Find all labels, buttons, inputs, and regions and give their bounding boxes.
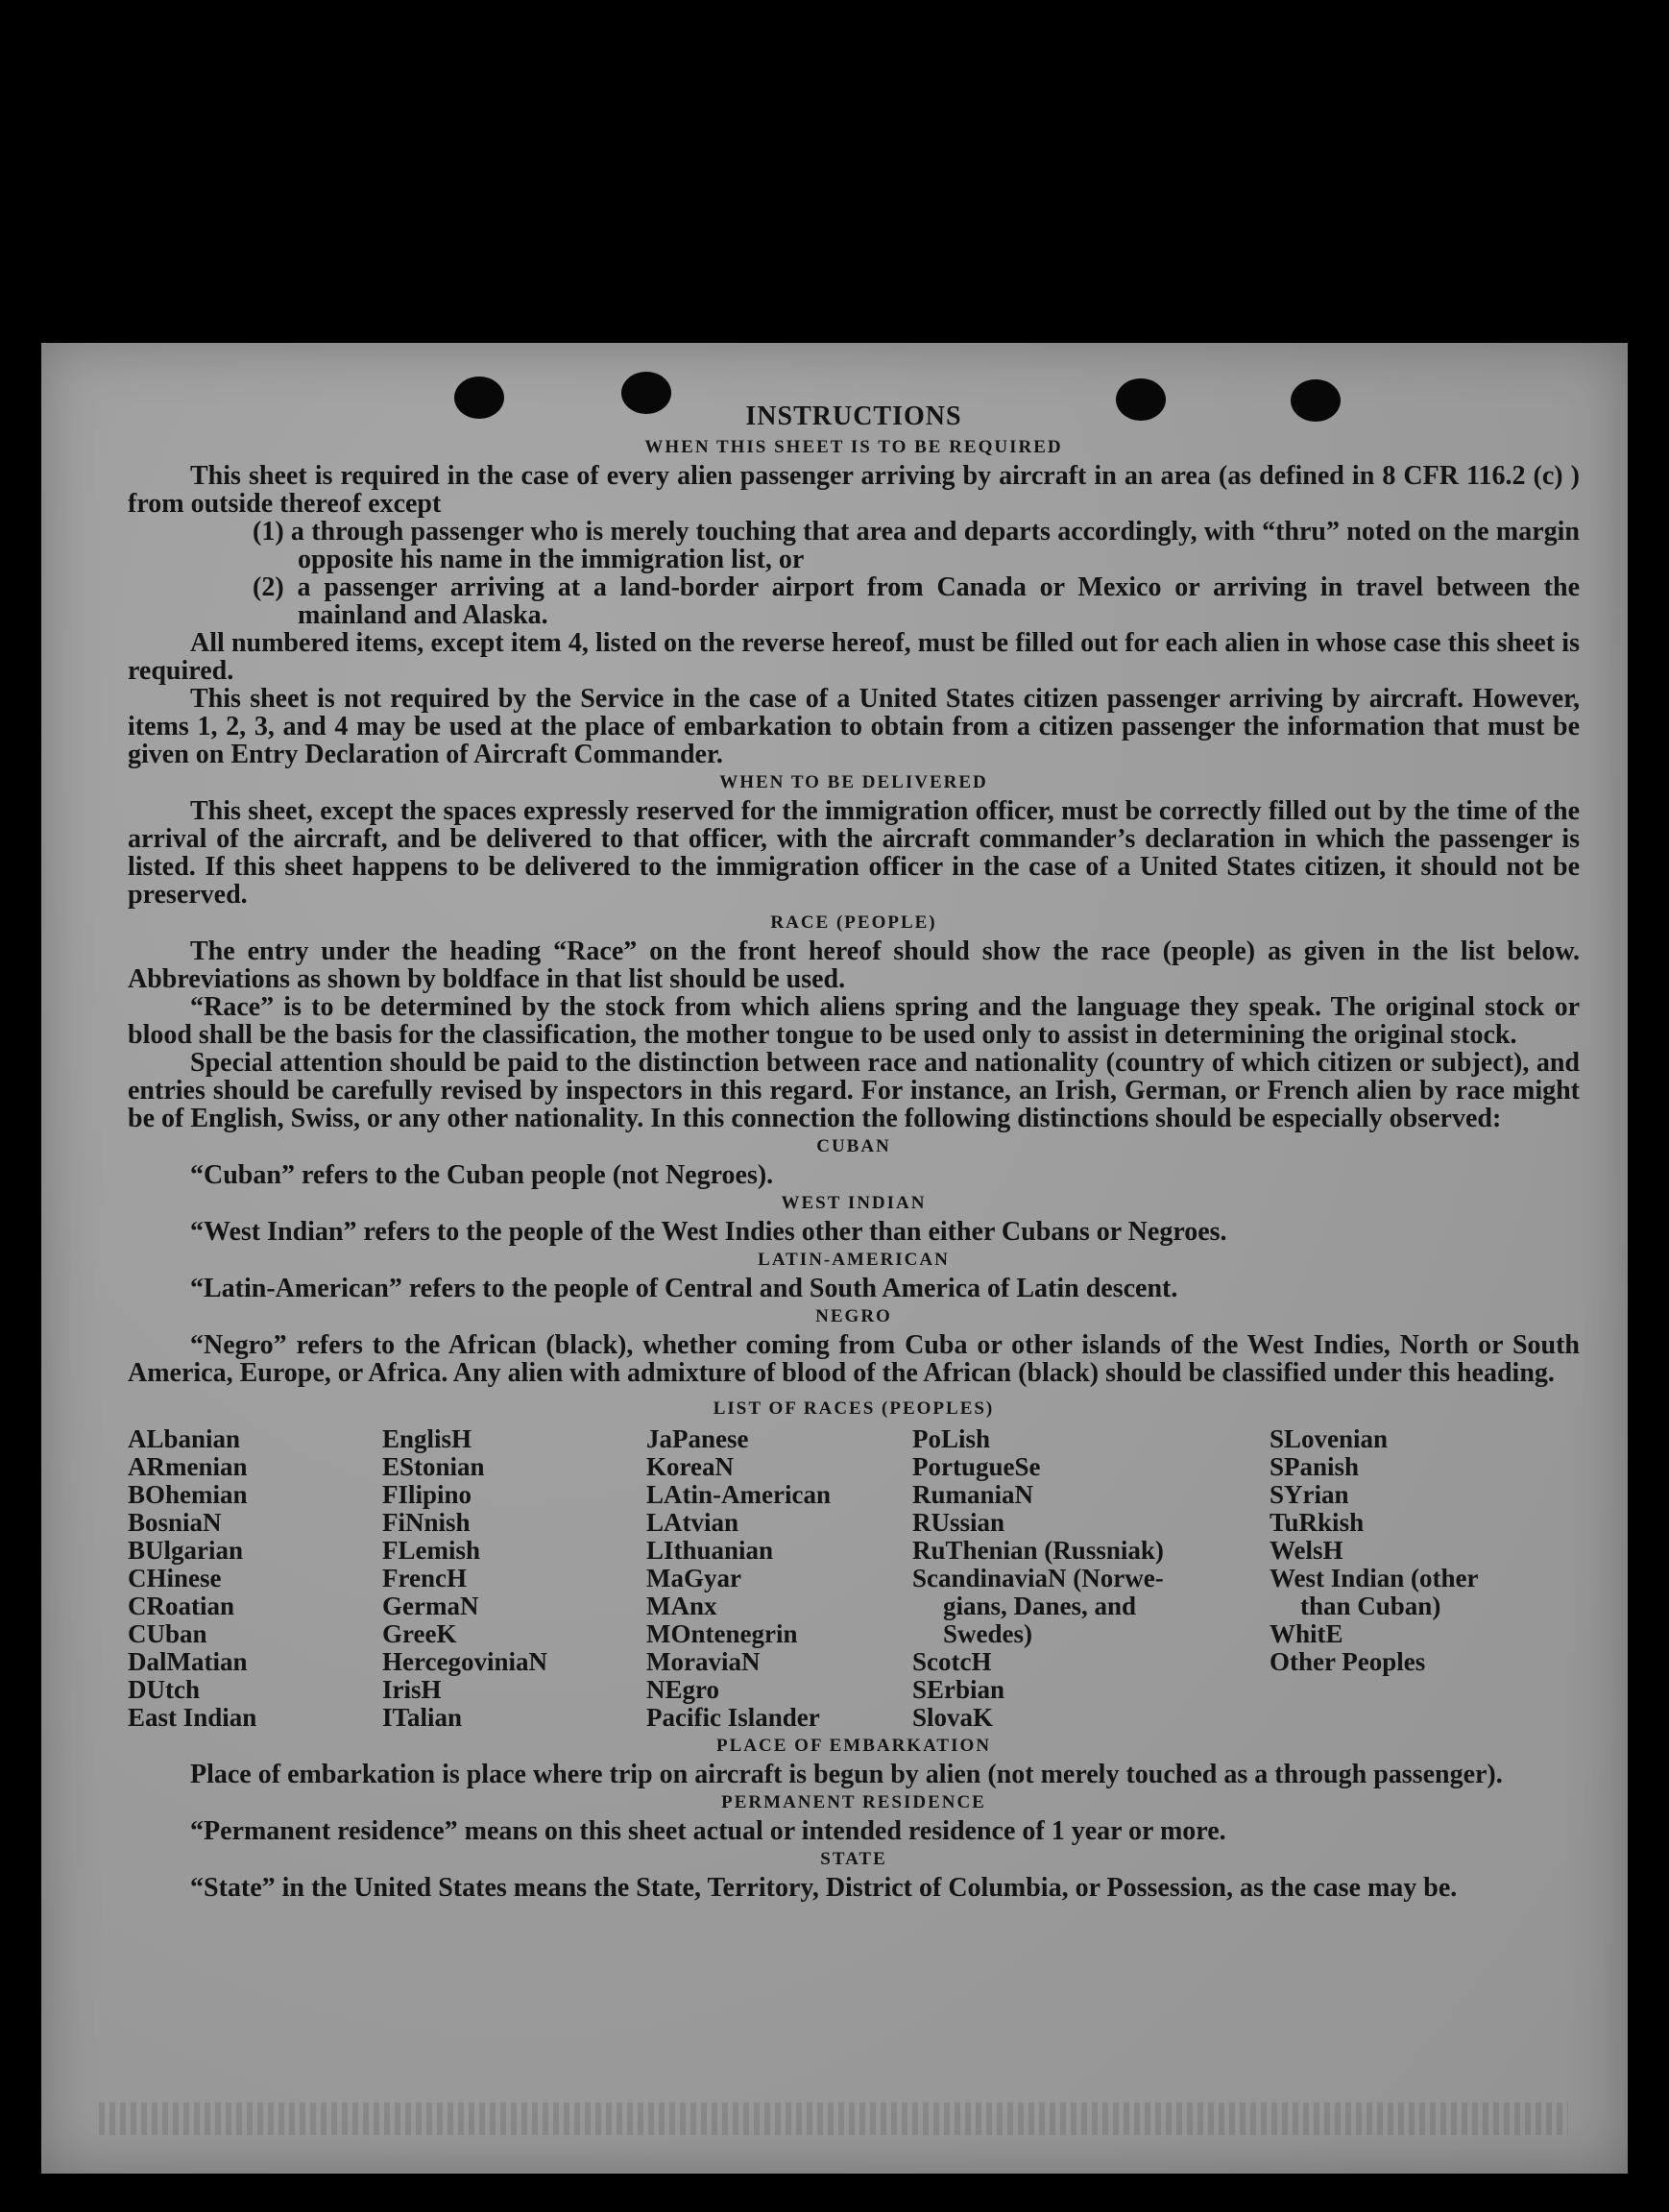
race-item: BOhemian xyxy=(128,1480,248,1509)
race-item: GreeK xyxy=(382,1619,457,1648)
list-item: (2) a passenger arriving at a land-border airport from Canada or Mexico or arriving in travel between the mainland and Alaska. xyxy=(253,572,1580,630)
race-item: NEgro xyxy=(646,1675,720,1704)
race-item: Pacific Islander xyxy=(646,1703,820,1732)
race-item: than Cuban) xyxy=(1300,1592,1441,1620)
race-column xyxy=(1270,1425,1580,1732)
section-heading: STATE xyxy=(820,1849,887,1869)
paragraph: Special attention should be paid to the distinction between race and nationality (country of which citizen or subject), and entries should be carefully revised by inspectors in this regard. For instance, an Irish, German, or French alien by race might be of English, Swiss, or any other nationality. In this connection the following distinctions should be especially observed: xyxy=(128,1048,1580,1133)
paragraph: This sheet is required in the case of every alien passenger arriving by aircraft in an area (as defined in 8 CFR 116.2 (c) ) from outside thereof except xyxy=(128,461,1580,519)
section-heading: CUBAN xyxy=(816,1136,891,1156)
race-item: WelsH xyxy=(1270,1536,1343,1565)
paragraph: “Latin-American” refers to the people of Central and South America of Latin descent. xyxy=(190,1274,1178,1303)
section-heading: LIST OF RACES (PEOPLES) xyxy=(713,1398,995,1419)
race-item: ARmenian xyxy=(128,1452,248,1481)
race-item: gians, Danes, and xyxy=(943,1592,1137,1620)
paragraph: Place of embarkation is place where trip on aircraft is begun by alien (not merely touched as a through passenger). xyxy=(190,1760,1503,1789)
race-item: CHinese xyxy=(128,1564,222,1592)
race-item: EnglisH xyxy=(382,1424,472,1453)
race-item: BosniaN xyxy=(128,1508,222,1537)
race-item: LAtvian xyxy=(646,1508,739,1537)
race-column xyxy=(646,1425,912,1732)
paragraph: All numbered items, except item 4, listed on the reverse hereof, must be filled out for each alien in whose case this sheet is required. xyxy=(128,628,1580,686)
race-item: KoreaN xyxy=(646,1452,734,1481)
race-item: PoLish xyxy=(912,1424,991,1453)
race-item: MaGyar xyxy=(646,1564,741,1592)
race-item: CUban xyxy=(128,1619,207,1648)
instructions-body xyxy=(128,401,1580,1902)
race-column xyxy=(382,1425,646,1732)
race-item: MAnx xyxy=(646,1592,717,1620)
section-heading: LATIN-AMERICAN xyxy=(758,1250,950,1270)
race-column xyxy=(128,1425,382,1732)
paragraph: “West Indian” refers to the people of the West Indies other than either Cubans or Negroes. xyxy=(190,1217,1227,1247)
race-item: RuThenian (Russniak) xyxy=(912,1536,1164,1565)
race-item: FrencH xyxy=(382,1564,467,1592)
race-column xyxy=(912,1425,1270,1732)
race-list xyxy=(128,1425,1580,1732)
race-item: East Indian xyxy=(128,1703,257,1732)
section-heading: PLACE OF EMBARKATION xyxy=(716,1736,991,1756)
race-item: ALbanian xyxy=(128,1424,241,1453)
race-item: RUssian xyxy=(912,1508,1005,1537)
race-item: LIthuanian xyxy=(646,1536,774,1565)
race-item: MoraviaN xyxy=(646,1647,761,1676)
paragraph: The entry under the heading “Race” on the front hereof should show the race (people) as given in the list below. Abbreviations as shown by boldface in that list should be used. xyxy=(128,936,1580,994)
race-item: SLovenian xyxy=(1270,1424,1389,1453)
race-item: CRoatian xyxy=(128,1592,235,1620)
section-heading: RACE (PEOPLE) xyxy=(770,912,937,933)
race-item: FIlipino xyxy=(382,1480,472,1509)
race-item: IrisH xyxy=(382,1675,442,1704)
race-item: JaPanese xyxy=(646,1424,749,1453)
race-item: ScotcH xyxy=(912,1647,992,1676)
paragraph: “State” in the United States means the State, Territory, District of Columbia, or Possession, as the case may be. xyxy=(190,1873,1458,1903)
race-item: DUtch xyxy=(128,1675,200,1704)
race-item: ITalian xyxy=(382,1703,463,1732)
race-item: Other Peoples xyxy=(1270,1647,1426,1676)
race-item: ScandinaviaN (Norwe- xyxy=(912,1564,1164,1592)
race-item: PortugueSe xyxy=(912,1452,1041,1481)
race-item: SPanish xyxy=(1270,1452,1360,1481)
race-item: GermaN xyxy=(382,1592,479,1620)
section-heading: WHEN THIS SHEET IS TO BE REQUIRED xyxy=(644,437,1063,457)
race-item: RumaniaN xyxy=(912,1480,1034,1509)
paragraph: “Cuban” refers to the Cuban people (not Negroes). xyxy=(190,1160,774,1190)
race-item: FLemish xyxy=(382,1536,481,1565)
document-page xyxy=(41,343,1628,2174)
faint-footer-print xyxy=(99,2103,1568,2135)
section-heading: WEST INDIAN xyxy=(781,1193,927,1213)
race-item: SYrian xyxy=(1270,1480,1349,1509)
race-item: SErbian xyxy=(912,1675,1005,1704)
paragraph: “Negro” refers to the African (black), whether coming from Cuba or other islands of the West Indies, North or South America, Europe, or Africa. Any alien with admixture of blood of the African (black) should be classified under this heading. xyxy=(128,1330,1580,1388)
race-item: DalMatian xyxy=(128,1647,248,1676)
paragraph: This sheet is not required by the Service in the case of a United States citizen passenger arriving by aircraft. However, items 1, 2, 3, and 4 may be used at the place of embarkation to obtain from a citizen passenger the information that must be given on Entry Declaration of Aircraft Commander. xyxy=(128,684,1580,769)
race-item: FiNnish xyxy=(382,1508,471,1537)
paragraph: “Permanent residence” means on this sheet actual or intended residence of 1 year or more. xyxy=(190,1816,1226,1846)
section-heading: NEGRO xyxy=(815,1306,892,1326)
race-item: SlovaK xyxy=(912,1703,994,1732)
race-item: WhitE xyxy=(1270,1619,1343,1648)
paragraph: This sheet, except the spaces expressly reserved for the immigration officer, must be correctly filled out by the time of the arrival of the aircraft, and be delivered to that officer, with the aircraft commander’s declaration in which the passenger is listed. If this sheet happens to be delivered to the immigration officer in the case of a United States citizen, it should not be preserved. xyxy=(128,796,1580,910)
race-item: MOntenegrin xyxy=(646,1619,798,1648)
race-item: TuRkish xyxy=(1270,1508,1365,1537)
list-item: (1) a through passenger who is merely touching that area and departs accordingly, with “thru” noted on the margin opposite his name in the immigration list, or xyxy=(253,517,1580,574)
race-item: HercegoviniaN xyxy=(382,1647,547,1676)
race-item: West Indian (other xyxy=(1270,1564,1479,1592)
race-item: BUlgarian xyxy=(128,1536,244,1565)
page-title: INSTRUCTIONS xyxy=(745,401,962,431)
section-heading: WHEN TO BE DELIVERED xyxy=(719,772,988,792)
race-item: LAtin-American xyxy=(646,1480,831,1509)
race-item: Swedes) xyxy=(943,1619,1032,1648)
race-item: EStonian xyxy=(382,1452,485,1481)
section-heading: PERMANENT RESIDENCE xyxy=(721,1792,986,1812)
paragraph: “Race” is to be determined by the stock from which aliens spring and the language they speak. The original stock or blood shall be the basis for the classification, the mother tongue to be used only to assist in determining the original stock. xyxy=(128,992,1580,1050)
